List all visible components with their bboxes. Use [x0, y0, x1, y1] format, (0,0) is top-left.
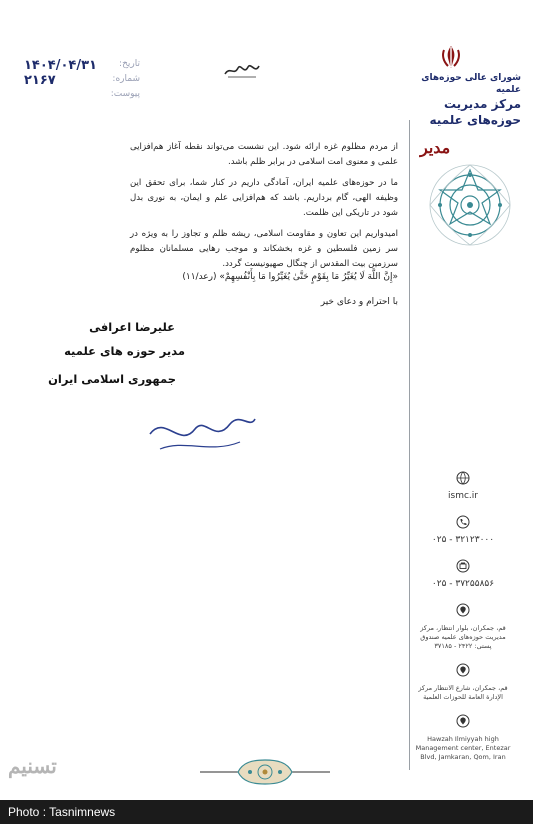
closing-line: با احترام و دعای خیر	[320, 297, 398, 307]
address-english: Hawzah Ilmiyyah high Management center, Entezar Blvd, Jamkaran, Qom, Iran	[415, 735, 511, 761]
handwritten-signature-icon	[140, 404, 260, 464]
address-arabic: قم، جمکران، شارع الانتظار مرکز الإدارة العامة للحوزات العلمیة	[418, 684, 508, 701]
date-row	[20, 58, 140, 73]
location-icon	[456, 714, 470, 728]
date-value: ۱۴۰۴/۰۴/۳۱	[24, 58, 97, 73]
address-persian: قم، جمکران، بلوار انتظار، مرکز مدیریت حوزه‌های علمیه صندوق پستی: ۲۴۲۲ - ۳۷۱۸۵	[420, 624, 506, 650]
number-label: شماره:	[112, 74, 140, 84]
date-label: تاریخ:	[119, 59, 140, 69]
globe-icon	[456, 471, 470, 485]
iran-emblem-icon	[440, 44, 462, 70]
letter-body	[130, 140, 398, 278]
paragraph-3: امیدواریم این تعاون و مقاومت اسلامی، ریشه ظلم و تجاوز را به ویژه در سر زمین فلسطین و غزه بخشکاند و موجب رهایی مسلمانان مظلوم سرزمین بیت المقدس از چنگال صهیونیست گردد.	[130, 229, 398, 269]
attachment-row	[20, 88, 140, 103]
phone-2-text: ۰۲۵ - ۳۷۲۵۵۸۵۶	[431, 579, 495, 589]
paragraph-2: ما در حوزه‌های علمیه ایران، آمادگی داریم در کنار شما، برای تحقق این وظیفه الهی، گام برداریم. باشد که هم‌افزایی علم و ایمان، به نوری بدل شود در تاریکی این ظلمت.	[130, 178, 398, 218]
signer-name: علیرضا اعرافی	[89, 320, 175, 334]
tasnim-watermark: تسنیم	[8, 754, 57, 778]
photo-credit-bar	[0, 800, 533, 824]
org-council-name: شورای عالی حوزه‌های علمیه	[421, 73, 521, 95]
ornamental-medallion-icon	[412, 160, 528, 250]
paragraph-1: از مردم مظلوم غزه ارائه شود. این نشست می‌تواند نقطه آغاز هم‌افزایی علمی و معنوی امت اسلامی در برابر ظلم باشد.	[130, 142, 398, 167]
number-row	[20, 73, 140, 88]
number-value: ۲۱۶۷	[24, 73, 56, 88]
footer-ornament-icon	[198, 757, 332, 787]
role-title: مدیر	[420, 138, 451, 157]
location-icon	[456, 663, 470, 677]
margin-rule	[409, 120, 410, 770]
attachment-label: پیوست:	[110, 89, 140, 99]
phone-icon	[456, 515, 470, 529]
website-text: ismc.ir	[448, 491, 478, 501]
org-center-name: مرکز مدیریت حوزه‌های علمیه	[429, 97, 521, 127]
photo-credit-text: Photo : Tasnimnews	[8, 805, 116, 819]
signer-title: مدیر حوزه های علمیه	[64, 344, 185, 358]
organization-name	[401, 72, 521, 128]
phone-1-text: ۰۲۵ - ۳۲۱۲۳۰۰۰	[431, 535, 495, 545]
location-icon	[456, 603, 470, 617]
besmeh-taala-logo-icon	[222, 60, 262, 80]
fax-icon	[456, 559, 470, 573]
quran-verse: «إِنَّ اللَّهَ لَا يُغَيِّرُ مَا بِقَوْمٍ حَتَّىٰ يُغَيِّرُوا مَا بِأَنْفُسِهِمْ» (رعد/۱۱)	[182, 272, 398, 282]
contact-column	[413, 470, 513, 762]
letter-meta	[20, 58, 140, 103]
signer-country: جمهوری اسلامی ایران	[48, 372, 176, 386]
